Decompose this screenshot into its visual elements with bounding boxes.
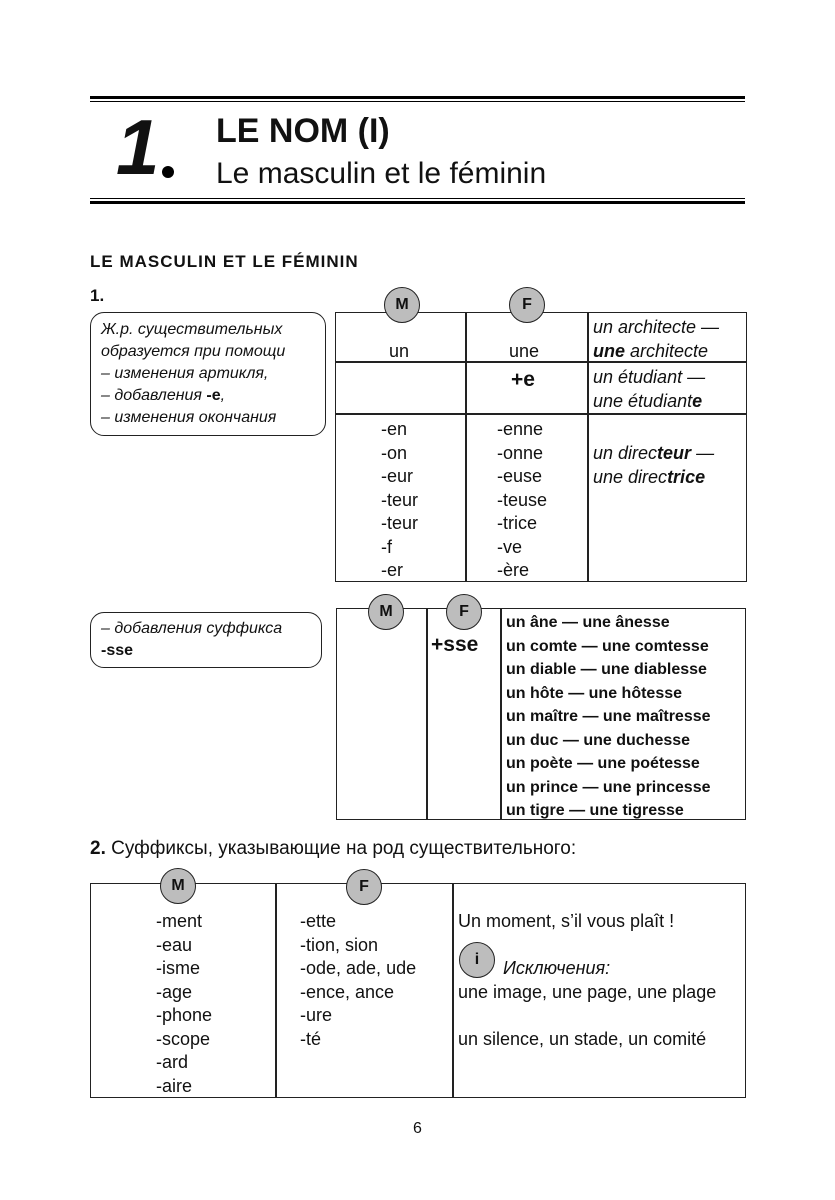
ending: -eur xyxy=(381,466,414,486)
list-item: -scope xyxy=(156,1028,211,1049)
row2-example: un étudiant — une étudiante xyxy=(593,367,706,411)
note-line: Ж.р. существительных xyxy=(101,321,283,338)
chapter-number: 1 xyxy=(116,103,158,191)
header-rule-top xyxy=(90,96,745,99)
table-divider xyxy=(275,883,277,1098)
table-divider xyxy=(335,413,747,415)
list-item: un tigre — une tigresse xyxy=(506,802,684,819)
chapter-number-dot xyxy=(162,166,174,178)
chapter-subtitle: Le masculin et le féminin xyxy=(216,157,547,190)
row1-feminine: une xyxy=(509,341,540,361)
masculine-badge: M xyxy=(384,287,420,323)
note-line: -sse xyxy=(101,642,134,659)
feminine-badge: F xyxy=(346,869,382,905)
list-item: -ence, ance xyxy=(300,981,395,1002)
exceptions-feminine: une image, une page, une plage xyxy=(458,982,717,1002)
note-line: образуется при помощи xyxy=(101,343,286,360)
note-line: – изменения окончания xyxy=(101,409,277,426)
list-item: -tion, sion xyxy=(300,934,379,955)
list-item: -aire xyxy=(156,1075,193,1096)
list-item: un prince — une princesse xyxy=(506,778,711,796)
list-item: un poète — une poétesse xyxy=(506,755,700,772)
list-item: -age xyxy=(156,981,193,1002)
note-line: – добавления суффикса xyxy=(101,620,283,637)
header-rule-bottom-thin xyxy=(90,198,745,199)
list-item: -isme xyxy=(156,958,200,978)
ending: -trice xyxy=(497,513,537,533)
list-item: -ment xyxy=(156,911,203,931)
list-item: un âne — une ânesse xyxy=(506,614,670,631)
list-item: un hôte — une hôtesse xyxy=(506,684,683,702)
list-item: -ure xyxy=(300,1005,333,1025)
list-item: un diable — une diablesse xyxy=(506,661,707,678)
row1-masculine: un xyxy=(389,341,410,361)
ending: -ve xyxy=(497,536,523,557)
row3-example: un directeur — une directrice xyxy=(593,443,715,487)
section-heading: LE MASCULIN ET LE FÉMININ xyxy=(90,252,359,271)
ending: -teuse xyxy=(497,489,548,510)
part1b-note-box xyxy=(90,612,322,668)
ending: -ère xyxy=(497,560,530,580)
exceptions-masculine: un silence, un stade, un comité xyxy=(458,1029,707,1049)
list-item: -té xyxy=(300,1028,322,1049)
masculine-badge: M xyxy=(368,594,404,630)
ending: -er xyxy=(381,560,403,580)
list-item: -phone xyxy=(156,1005,213,1025)
ending: -on xyxy=(381,442,408,463)
note-line: – добавления -e, xyxy=(101,387,226,404)
header-rule-bottom xyxy=(90,201,745,204)
note-line: – изменения артикля, xyxy=(101,365,269,382)
ending: -onne xyxy=(497,442,544,463)
ending: -euse xyxy=(497,466,543,486)
part1-note-box xyxy=(90,312,326,436)
table-divider xyxy=(500,608,502,820)
list-item: un maître — une maîtresse xyxy=(506,708,711,725)
list-item: -ode, ade, ude xyxy=(300,958,417,978)
part1-label: 1. xyxy=(90,286,105,305)
table-divider xyxy=(452,883,454,1098)
table-divider xyxy=(587,312,589,582)
chapter-title: LE NOM (I) xyxy=(216,112,390,150)
exceptions-label: Исключения: xyxy=(503,958,611,978)
page-number: 6 xyxy=(413,1120,422,1137)
list-item: -eau xyxy=(156,934,193,955)
feminine-badge: F xyxy=(446,594,482,630)
list-item: un duc — une duchesse xyxy=(506,731,691,749)
ending: -teur xyxy=(381,513,419,533)
masculine-suffixes-list xyxy=(156,910,212,1098)
feminine-badge: F xyxy=(509,287,545,323)
suffix-example: Un moment, s’il vous plaît ! xyxy=(458,911,675,931)
list-item: un comte — une comtesse xyxy=(506,637,709,655)
sse-suffix: +sse xyxy=(431,633,479,656)
part2-heading: 2. Суффиксы, указывающие на род существительного: xyxy=(90,838,577,859)
list-item: -ette xyxy=(300,911,337,931)
header-rule-top-thin xyxy=(90,101,745,102)
feminine-suffixes-list xyxy=(300,910,416,1051)
list-item: -ard xyxy=(156,1052,189,1072)
table-divider xyxy=(465,312,467,582)
row1-example: un architecte — une architecte xyxy=(593,317,720,361)
row2-feminine: +e xyxy=(511,368,535,391)
masculine-badge: M xyxy=(160,868,196,904)
feminine-endings-list xyxy=(497,418,547,583)
ending: -en xyxy=(381,419,408,439)
sse-examples-list xyxy=(506,611,711,823)
masculine-endings-list xyxy=(381,418,418,583)
info-icon: i xyxy=(459,942,495,978)
ending: -teur xyxy=(381,489,419,510)
ending: -enne xyxy=(497,419,544,439)
table-divider xyxy=(426,608,428,820)
ending: -f xyxy=(381,536,392,557)
